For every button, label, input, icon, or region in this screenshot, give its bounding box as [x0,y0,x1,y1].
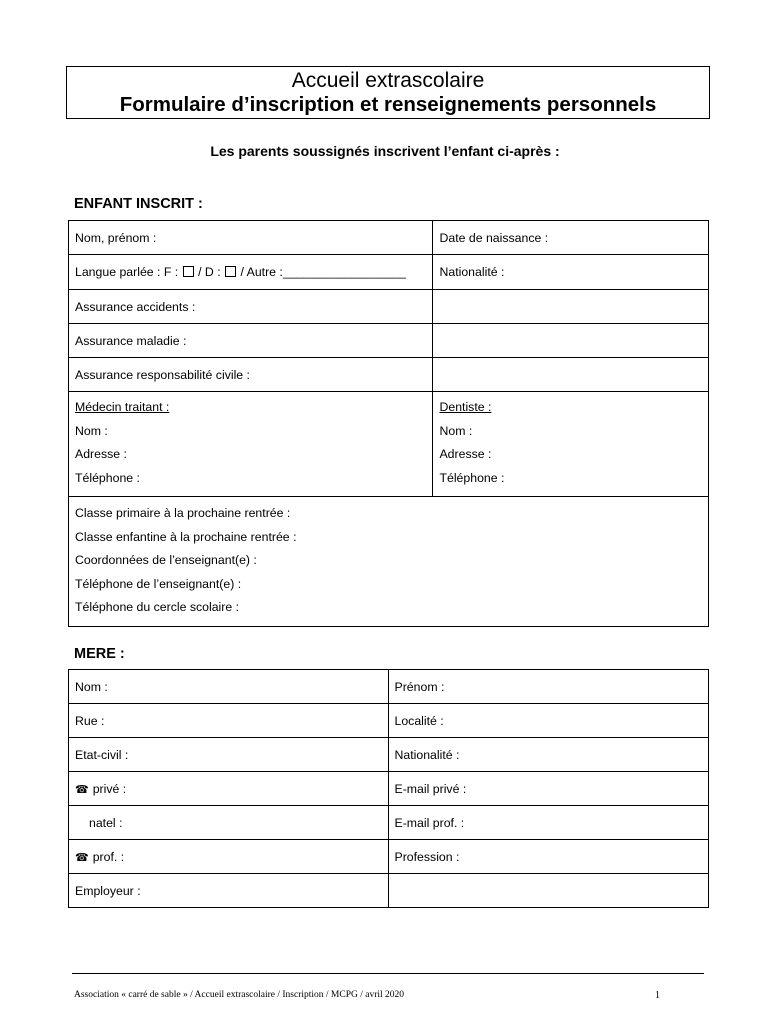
mere-profession[interactable]: Profession : [388,840,709,874]
intro-text: Les parents soussignés inscrivent l’enfant ci-après : [210,143,560,159]
field-assurance-accidents-value[interactable] [433,290,709,324]
dentiste-block[interactable] [433,392,709,497]
mere-localite[interactable]: Localité : [388,704,709,738]
title-box [66,66,710,119]
dentiste-title: Dentiste : [439,400,492,414]
mere-table [68,669,709,908]
field-date-naissance[interactable]: Date de naissance : [433,221,709,255]
field-assurance-maladie[interactable]: Assurance maladie : [69,324,433,358]
field-assurance-rc-value[interactable] [433,358,709,392]
ecole-telephone-enseignant: Téléphone de l’enseignant(e) : [75,576,242,591]
mere-rue[interactable]: Rue : [69,704,389,738]
mere-tel-prof-cell[interactable] [69,840,389,874]
medecin-telephone: Téléphone : [75,470,140,485]
field-langue-parlee [69,255,433,290]
mere-etat-civil[interactable]: Etat-civil : [69,738,389,772]
ecole-block[interactable] [69,497,709,627]
page-number: 1 [655,990,660,1001]
footer-text: Association « carré de sable » / Accueil extrascolaire / Inscription / MCPG / avril 2020 [74,990,405,1000]
field-assurance-maladie-value[interactable] [433,324,709,358]
mere-tel-prive-cell[interactable] [69,772,389,806]
langue-d-label: / D : [198,265,221,279]
section-heading-enfant: ENFANT INSCRIT : [74,196,203,212]
mere-employeur-value[interactable] [388,874,709,908]
title-line-2: Formulaire d’inscription et renseignements personnels [119,93,657,116]
field-assurance-accidents[interactable]: Assurance accidents : [69,290,433,324]
mere-email-prive[interactable]: E-mail privé : [388,772,709,806]
mere-nom[interactable]: Nom : [69,670,389,704]
footer-divider [72,973,704,974]
field-assurance-rc[interactable]: Assurance responsabilité civile : [69,358,433,392]
mere-natel-label: natel : [89,815,123,830]
mere-nationalite[interactable]: Nationalité : [388,738,709,772]
ecole-classe-primaire: Classe primaire à la prochaine rentrée : [75,506,291,520]
medecin-nom: Nom : [75,423,108,438]
checkbox-langue-f[interactable] [183,266,194,277]
mere-natel-cell[interactable] [69,806,389,840]
dentiste-telephone: Téléphone : [439,470,505,485]
dentiste-adresse: Adresse : [439,447,492,461]
mere-tel-prof-label: prof. : [92,849,125,864]
medecin-adresse: Adresse : [75,447,127,461]
enfant-table [68,220,709,627]
dentiste-nom: Nom : [439,423,473,438]
ecole-classe-enfantine: Classe enfantine à la prochaine rentrée : [75,529,297,544]
mere-prenom[interactable]: Prénom : [388,670,709,704]
mere-tel-prive-label: privé : [92,781,127,796]
phone-icon: ☎ [75,851,89,864]
field-nationalite-enfant[interactable]: Nationalité : [433,255,709,290]
phone-icon: ☎ [75,783,89,796]
section-heading-mere: MERE : [74,646,125,662]
medecin-title: Médecin traitant : [75,400,170,414]
langue-label: Langue parlée : F : [75,265,179,279]
langue-autre-field[interactable]: / Autre :__________________ [240,265,406,279]
field-nom-prenom[interactable]: Nom, prénom : [69,221,433,255]
checkbox-langue-d[interactable] [225,266,236,277]
title-line-1: Accueil extrascolaire [291,69,485,92]
ecole-coordonnees-enseignant: Coordonnées de l’enseignant(e) : [75,553,257,567]
mere-employeur[interactable]: Employeur : [69,874,389,908]
ecole-telephone-cercle: Téléphone du cercle scolaire : [75,600,240,614]
medecin-block[interactable] [69,392,433,497]
mere-email-prof[interactable]: E-mail prof. : [388,806,709,840]
